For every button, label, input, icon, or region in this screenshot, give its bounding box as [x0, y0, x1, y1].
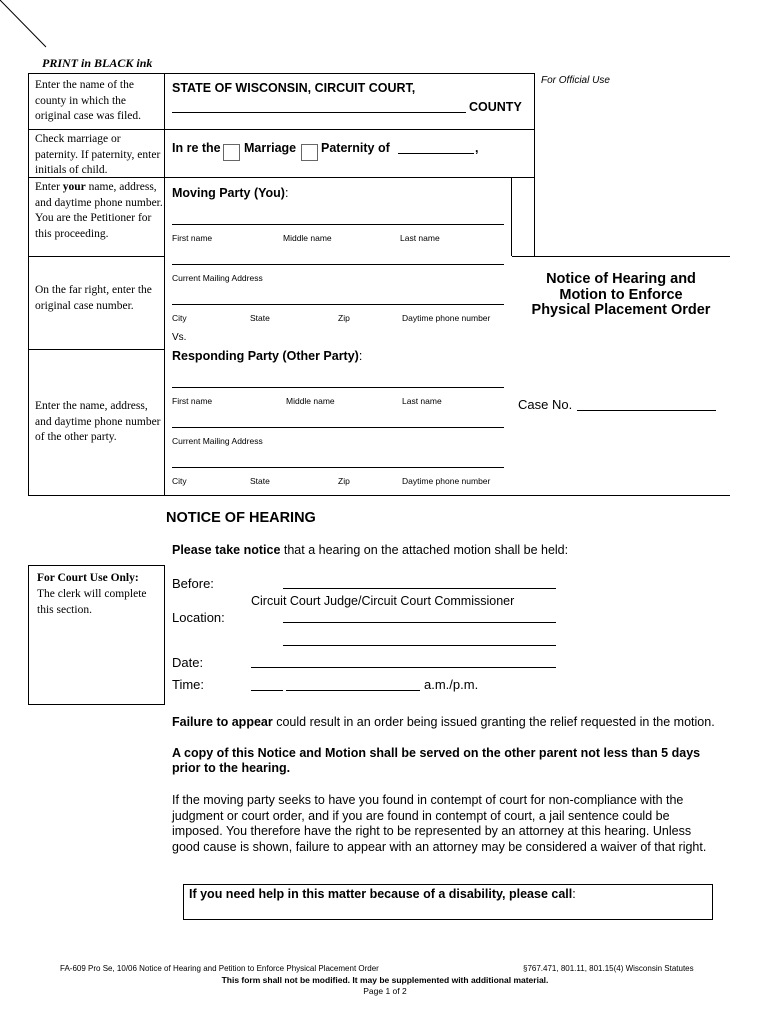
responding-state-label: State — [250, 476, 270, 486]
notice-heading: NOTICE OF HEARING — [166, 510, 316, 526]
disability-text: If you need help in this matter because of a disability, please call: — [189, 887, 576, 901]
grid-left-edge — [28, 73, 29, 496]
print-note: PRINT in BLACK ink — [42, 56, 153, 70]
contempt-paragraph — [172, 793, 737, 855]
moving-first-name-label: First name — [172, 233, 213, 243]
instruction-moving-party: Enter your name, address, and daytime phone number. You are the Petitioner for this proceeding. — [35, 181, 163, 240]
form-title-line-3: Physical Placement Order — [531, 302, 711, 318]
paternity-label: Paternity of — [321, 141, 390, 155]
moving-address-rule — [172, 264, 504, 265]
footer-page-number: Page 1 of 2 — [363, 986, 407, 996]
instruction-marriage-paternity: Check marriage or paternity. If paternity, enter initials of child. — [35, 133, 161, 176]
responding-last-name-label: Last name — [402, 396, 442, 406]
contempt-line-3: imposed. You therefore have the right to be represented by an attorney at this hearing. Unless — [172, 824, 692, 838]
moving-phone-label: Daytime phone number — [402, 313, 491, 323]
responding-address-rule — [172, 427, 504, 428]
in-re-comma: , — [475, 141, 479, 155]
party-divider — [511, 177, 512, 256]
corner-fold-mark — [0, 0, 60, 60]
in-re-label: In re the — [172, 141, 221, 155]
contempt-line-4: good cause is shown, failure to appear with an attorney may be considered a waiver of that right. — [172, 839, 707, 854]
responding-phone-label: Daytime phone number — [402, 476, 491, 486]
date-label: Date: — [172, 655, 204, 670]
moving-zip-label: Zip — [338, 313, 350, 323]
responding-zip-label: Zip — [338, 476, 350, 486]
top-rule-left — [28, 73, 535, 74]
copy-notice: A copy of this Notice and Motion shall be served on the other parent not less than 5 days prior to the hearing. — [172, 746, 701, 775]
ampm-label: a.m./p.m. — [424, 677, 479, 692]
court-use-text: The clerk will complete this section. — [37, 588, 147, 616]
please-take-notice: Please take notice that a hearing on the attached motion shall be held: — [172, 543, 569, 557]
before-field[interactable] — [283, 588, 556, 589]
responding-address-label: Current Mailing Address — [172, 436, 263, 446]
location-field-2[interactable] — [283, 645, 556, 646]
moving-name-field[interactable] — [172, 224, 504, 225]
responding-city-label: City — [172, 476, 187, 486]
moving-last-name-label: Last name — [400, 233, 440, 243]
location-label: Location: — [172, 610, 225, 625]
responding-name-field[interactable] — [172, 387, 504, 388]
moving-address-label: Current Mailing Address — [172, 273, 263, 283]
row-rule-1 — [28, 129, 534, 130]
marriage-label: Marriage — [244, 141, 297, 155]
row-rule-4 — [28, 349, 164, 350]
moving-state-label: State — [250, 313, 270, 323]
form-title — [512, 272, 730, 319]
footer-statutes: §767.471, 801.11, 801.15(4) Wisconsin Statutes — [523, 964, 694, 973]
before-label: Before: — [172, 576, 214, 591]
responding-party-heading: Responding Party (Other Party): — [172, 349, 363, 363]
official-use-divider — [534, 73, 535, 256]
case-no-label: Case No. — [518, 397, 573, 412]
time-minute-field[interactable] — [286, 690, 420, 691]
row-rule-official — [512, 256, 730, 257]
contempt-line-1: If the moving party seeks to have you found in contempt of court for non-compliance with the — [172, 793, 684, 807]
instruction-county: Enter the name of the county in which the original case was filed. — [35, 79, 142, 122]
county-name-field[interactable] — [172, 112, 466, 113]
date-field[interactable] — [251, 667, 556, 668]
case-no-field[interactable] — [577, 410, 716, 411]
moving-middle-name-label: Middle name — [283, 233, 332, 243]
row-rule-3 — [28, 256, 164, 257]
instruction-case-number: On the far right, enter the original case number. — [35, 284, 152, 312]
time-hour-field[interactable] — [251, 690, 283, 691]
grid-divider — [164, 73, 165, 496]
contempt-line-2: judgment or court order, and if you are found in contempt of court, a jail sentence could be — [172, 808, 670, 823]
versus-label: Vs. — [172, 332, 187, 343]
time-label: Time: — [172, 677, 205, 692]
instruction-other-party: Enter the name, address, and daytime phone number of the other party. — [35, 400, 161, 443]
child-initials-field[interactable] — [398, 153, 474, 154]
location-field-1[interactable] — [283, 622, 556, 623]
moving-party-heading: Moving Party (You): — [172, 186, 289, 200]
state-court-label: STATE OF WISCONSIN, CIRCUIT COURT, — [172, 81, 416, 95]
paternity-checkbox[interactable] — [301, 144, 318, 161]
moving-city-label: City — [172, 313, 187, 323]
judge-caption: Circuit Court Judge/Circuit Court Commissioner — [251, 594, 515, 608]
marriage-checkbox[interactable] — [223, 144, 240, 161]
form-title-line-1: Notice of Hearing and — [546, 271, 696, 287]
failure-to-appear: Failure to appear could result in an order being issued granting the relief requested in the motion. — [172, 715, 715, 729]
footer-form-id: FA-609 Pro Se, 10/06 Notice of Hearing and Petition to Enforce Physical Placement Order — [60, 964, 379, 973]
footer-no-modify: This form shall not be modified. It may be supplemented with additional material. — [221, 975, 549, 985]
bottom-rule — [28, 495, 730, 496]
court-use-title: For Court Use Only: — [37, 572, 139, 584]
moving-address-field[interactable] — [172, 304, 504, 305]
form-title-line-2: Motion to Enforce — [559, 286, 683, 303]
county-label: COUNTY — [469, 100, 522, 114]
responding-first-name-label: First name — [172, 396, 213, 406]
responding-middle-name-label: Middle name — [286, 396, 335, 406]
responding-address-field[interactable] — [172, 467, 504, 468]
official-use-label: For Official Use — [541, 75, 610, 86]
